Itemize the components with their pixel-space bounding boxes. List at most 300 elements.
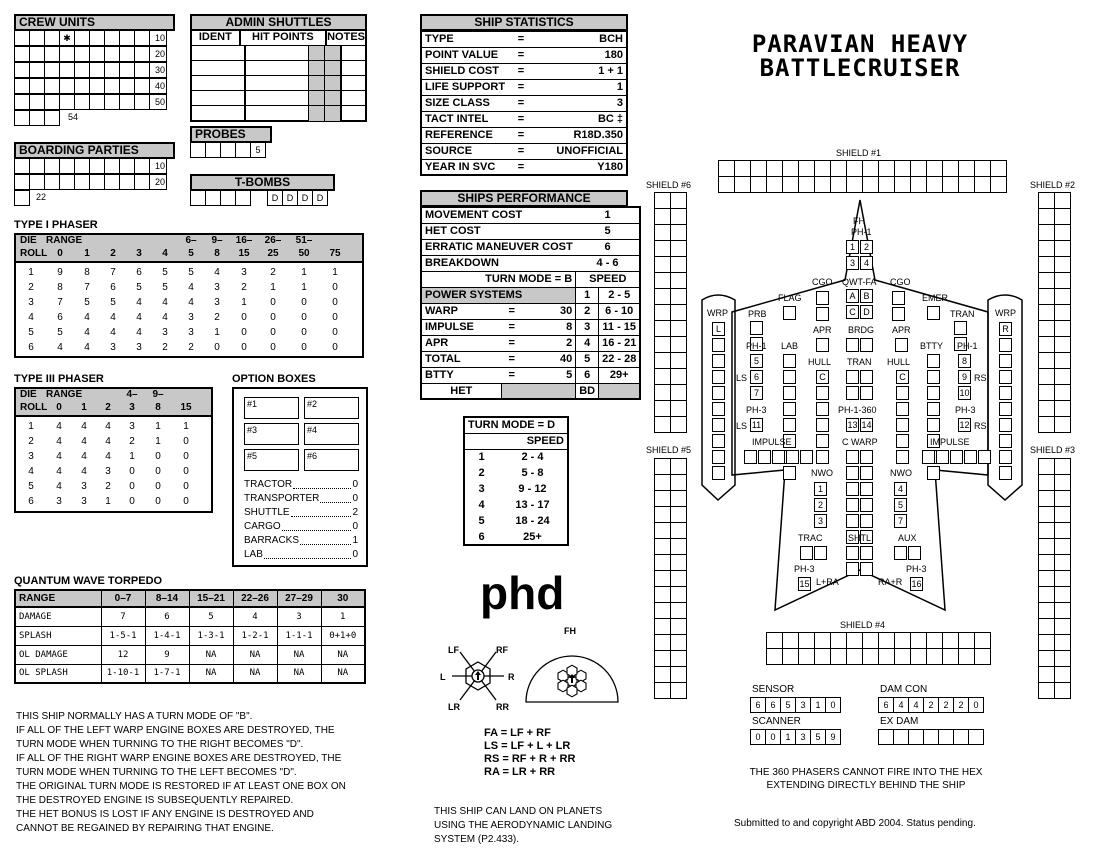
shield-3-box[interactable] (1038, 666, 1055, 683)
btty-box[interactable] (927, 370, 940, 384)
btty-box[interactable] (927, 354, 940, 368)
shield-4-box[interactable] (910, 632, 927, 649)
shield-2-box[interactable] (1038, 384, 1055, 401)
crew-box[interactable] (104, 78, 120, 94)
shield-4-box[interactable] (782, 632, 799, 649)
shuttle-notes-cell[interactable] (342, 61, 365, 75)
ph1-box[interactable]: 9 (958, 370, 971, 384)
ph360-box[interactable]: 14 (861, 420, 872, 430)
cgo-box[interactable] (816, 291, 829, 305)
cwarp-box[interactable] (846, 482, 859, 496)
crew-box[interactable] (104, 30, 120, 46)
tbomb-box[interactable] (235, 190, 251, 206)
shield-1-box[interactable] (718, 176, 735, 193)
shield-4-box[interactable] (782, 648, 799, 665)
hull-box[interactable] (816, 402, 829, 416)
shield-3-box[interactable] (1038, 538, 1055, 555)
bp-box[interactable] (119, 158, 135, 174)
crew-box[interactable] (104, 94, 120, 110)
shuttle-notes-cell[interactable] (342, 76, 365, 90)
nwo-box[interactable]: 4 (894, 482, 907, 496)
shuttle-notes-cell[interactable] (342, 106, 365, 121)
shuttle-hp-box[interactable] (324, 91, 340, 105)
shield-2-box[interactable] (1038, 336, 1055, 353)
shield-4-box[interactable] (814, 648, 831, 665)
hull-box[interactable] (896, 402, 909, 416)
shield-6-box[interactable] (654, 192, 671, 209)
shuttle-ident-cell[interactable] (192, 46, 246, 60)
shield-2-box[interactable] (1054, 288, 1071, 305)
bp-box[interactable] (59, 174, 75, 190)
shield-6-box[interactable] (670, 224, 687, 241)
shuttle-notes-cell[interactable] (342, 91, 365, 105)
crew-box[interactable] (119, 94, 135, 110)
shield-3-box[interactable] (1054, 666, 1071, 683)
crew-box[interactable] (74, 62, 90, 78)
shield-4-box[interactable] (830, 632, 847, 649)
shuttle-hp-box[interactable] (324, 76, 340, 90)
shield-6-box[interactable] (654, 208, 671, 225)
shield-2-box[interactable] (1054, 256, 1071, 273)
btty-box[interactable] (927, 402, 940, 416)
shield-5-box[interactable] (670, 506, 687, 523)
option-slot[interactable]: #5 (244, 449, 299, 471)
shield-3-box[interactable] (1054, 522, 1071, 539)
cwarp-box[interactable] (860, 450, 873, 464)
shield-2-box[interactable] (1054, 416, 1071, 433)
crew-box[interactable] (134, 62, 150, 78)
shield-3-box[interactable] (1054, 618, 1071, 635)
shuttle-ident-cell[interactable] (192, 91, 246, 105)
shield-1-box[interactable] (830, 176, 847, 193)
trac-box[interactable] (814, 546, 827, 560)
ph1-box[interactable]: 5 (750, 354, 763, 368)
bp-box[interactable] (74, 174, 90, 190)
shield-4-box[interactable] (862, 648, 879, 665)
hull-box[interactable] (896, 418, 909, 432)
crew-box[interactable] (29, 110, 45, 126)
ph3-box[interactable]: 12 (959, 420, 970, 430)
crew-box[interactable] (14, 46, 30, 62)
cwarp-box[interactable] (860, 498, 873, 512)
crew-box[interactable] (119, 30, 135, 46)
shuttle-ident-cell[interactable] (192, 76, 246, 90)
impulse-box[interactable] (936, 450, 949, 464)
shield-1-box[interactable] (974, 176, 991, 193)
impulse-box[interactable] (786, 450, 799, 464)
crew-box[interactable] (44, 46, 60, 62)
warp-left-box[interactable] (712, 370, 725, 384)
shield-1-box[interactable] (734, 176, 751, 193)
shield-4-box[interactable] (942, 648, 959, 665)
shield-6-box[interactable] (654, 272, 671, 289)
shield-3-box[interactable] (1038, 618, 1055, 635)
warp-right-box[interactable] (999, 338, 1012, 352)
shield-4-box[interactable] (958, 648, 975, 665)
shield-6-box[interactable] (670, 336, 687, 353)
hull-box[interactable]: C (896, 370, 909, 384)
warp-right-box[interactable] (999, 450, 1012, 464)
shield-3-box[interactable] (1054, 634, 1071, 651)
shield-3-box[interactable] (1038, 682, 1055, 699)
shield-4-box[interactable] (974, 632, 991, 649)
ph1-box[interactable]: 6 (750, 370, 763, 384)
shield-5-box[interactable] (670, 538, 687, 555)
shield-5-box[interactable] (654, 618, 671, 635)
bp-box[interactable] (89, 174, 105, 190)
ph1-box[interactable]: 8 (958, 354, 971, 368)
shuttle-hp-box[interactable] (308, 106, 324, 121)
option-slot[interactable]: #6 (304, 449, 359, 471)
shield-1-box[interactable] (766, 160, 783, 177)
exdam-box[interactable] (893, 729, 909, 745)
shield-2-box[interactable] (1054, 320, 1071, 337)
shield-2-box[interactable] (1054, 192, 1071, 209)
shield-3-box[interactable] (1038, 634, 1055, 651)
shield-5-box[interactable] (654, 522, 671, 539)
crew-box[interactable] (89, 62, 105, 78)
shield-3-box[interactable] (1038, 474, 1055, 491)
tbomb-box[interactable] (205, 190, 221, 206)
crew-box[interactable] (74, 46, 90, 62)
hull-box[interactable] (816, 418, 829, 432)
scanner-box[interactable]: 0 (750, 729, 766, 745)
warp-left-box[interactable] (712, 386, 725, 400)
bp-box[interactable] (14, 174, 30, 190)
damcon-box[interactable]: 2 (953, 697, 969, 713)
shield-6-box[interactable] (670, 304, 687, 321)
shield-6-box[interactable] (654, 240, 671, 257)
cwarp-box[interactable] (860, 482, 873, 496)
shield-5-box[interactable] (670, 458, 687, 475)
crew-box[interactable] (14, 110, 30, 126)
shield-6-box[interactable] (654, 224, 671, 241)
shield-6-box[interactable] (654, 336, 671, 353)
shield-3-box[interactable] (1054, 682, 1071, 699)
crew-box[interactable] (74, 94, 90, 110)
nwo-box[interactable]: 3 (814, 514, 827, 528)
cwarp-box[interactable] (846, 450, 859, 464)
bp-box[interactable] (134, 174, 150, 190)
shield-6-box[interactable] (654, 368, 671, 385)
crew-box[interactable] (44, 62, 60, 78)
sensor-box[interactable]: 5 (780, 697, 796, 713)
exdam-box[interactable] (938, 729, 954, 745)
shield-6-box[interactable] (654, 320, 671, 337)
crew-box[interactable] (14, 78, 30, 94)
impulse-box[interactable] (922, 450, 935, 464)
cgo-box[interactable] (816, 307, 829, 321)
ph1-box[interactable]: 10 (959, 388, 970, 398)
shield-5-box[interactable] (654, 490, 671, 507)
shield-2-box[interactable] (1054, 208, 1071, 225)
shtl-box[interactable] (846, 546, 859, 560)
shield-3-box[interactable] (1038, 554, 1055, 571)
sensor-box[interactable]: 0 (825, 697, 841, 713)
shield-6-box[interactable] (670, 272, 687, 289)
crew-box[interactable] (89, 94, 105, 110)
shield-2-box[interactable] (1038, 352, 1055, 369)
shield-4-box[interactable] (846, 648, 863, 665)
crew-box[interactable] (14, 62, 30, 78)
warp-left-box[interactable] (712, 402, 725, 416)
sensor-box[interactable]: 1 (810, 697, 826, 713)
probe-box[interactable] (220, 142, 236, 158)
shield-3-box[interactable] (1054, 490, 1071, 507)
impulse-box[interactable] (744, 450, 757, 464)
shield-2-box[interactable] (1038, 400, 1055, 417)
crew-box[interactable] (29, 62, 45, 78)
shield-6-box[interactable] (654, 304, 671, 321)
warp-right-box[interactable]: R (999, 322, 1012, 336)
aux-box[interactable] (908, 546, 921, 560)
hull-box[interactable] (896, 434, 909, 448)
ph1-box[interactable]: 3 (846, 256, 859, 270)
crew-box[interactable] (89, 30, 105, 46)
exdam-box[interactable] (968, 729, 984, 745)
crew-box[interactable] (89, 78, 105, 94)
shield-4-box[interactable] (958, 632, 975, 649)
warp-right-box[interactable] (999, 386, 1012, 400)
shield-6-box[interactable] (670, 192, 687, 209)
tran-box[interactable] (846, 386, 859, 400)
shield-5-box[interactable] (654, 458, 671, 475)
shield-3-box[interactable] (1038, 586, 1055, 603)
shield-6-box[interactable] (654, 400, 671, 417)
shield-4-box[interactable] (766, 632, 783, 649)
lab-box[interactable] (783, 418, 796, 432)
crew-box[interactable] (14, 30, 30, 46)
shield-1-box[interactable] (782, 176, 799, 193)
impulse-box[interactable] (950, 450, 963, 464)
hull-box[interactable] (816, 434, 829, 448)
shield-4-box[interactable] (878, 648, 895, 665)
shield-3-box[interactable] (1054, 458, 1071, 475)
exdam-box[interactable] (923, 729, 939, 745)
hull-box[interactable] (896, 386, 909, 400)
shield-1-box[interactable] (894, 176, 911, 193)
lab-box[interactable] (783, 354, 796, 368)
warp-right-box[interactable] (999, 466, 1012, 480)
shield-6-box[interactable] (670, 416, 687, 433)
shield-3-box[interactable] (1038, 570, 1055, 587)
shield-6-box[interactable] (670, 320, 687, 337)
btty-box[interactable] (927, 418, 940, 432)
tbomb-dummy-box[interactable]: D (267, 190, 283, 206)
shield-5-box[interactable] (654, 554, 671, 571)
bp-box[interactable] (44, 158, 60, 174)
qwt-box[interactable]: B (860, 289, 873, 303)
shield-1-box[interactable] (798, 176, 815, 193)
shield-6-box[interactable] (654, 352, 671, 369)
shield-1-box[interactable] (798, 160, 815, 177)
shield-3-box[interactable] (1054, 570, 1071, 587)
cwarp-box[interactable] (846, 514, 859, 528)
cwarp-box[interactable] (846, 562, 859, 576)
shield-1-box[interactable] (750, 160, 767, 177)
damcon-box[interactable]: 4 (893, 697, 909, 713)
shield-6-box[interactable] (670, 256, 687, 273)
het-box[interactable] (501, 383, 576, 399)
bp-box[interactable] (134, 158, 150, 174)
tran-box[interactable] (860, 386, 873, 400)
shuttle-hp-box[interactable] (308, 61, 324, 75)
shield-5-box[interactable] (654, 634, 671, 651)
shield-3-box[interactable] (1038, 602, 1055, 619)
warp-right-box[interactable] (999, 402, 1012, 416)
shield-6-box[interactable] (670, 208, 687, 225)
shield-2-box[interactable] (1054, 352, 1071, 369)
shield-1-box[interactable] (942, 176, 959, 193)
shield-3-box[interactable] (1054, 506, 1071, 523)
shield-1-box[interactable] (782, 160, 799, 177)
prb-box[interactable] (750, 321, 763, 335)
shield-5-box[interactable] (654, 602, 671, 619)
tbomb-dummy-box[interactable]: D (312, 190, 328, 206)
shield-3-box[interactable] (1038, 522, 1055, 539)
shield-1-box[interactable] (974, 160, 991, 177)
shield-5-box[interactable] (654, 650, 671, 667)
shuttle-hp-box[interactable] (324, 46, 340, 60)
shield-2-box[interactable] (1038, 368, 1055, 385)
crew-box[interactable] (44, 110, 60, 126)
shield-5-box[interactable] (654, 682, 671, 699)
damcon-box[interactable]: 2 (923, 697, 939, 713)
impulse-box[interactable] (758, 450, 771, 464)
shield-5-box[interactable] (670, 602, 687, 619)
shield-4-box[interactable] (846, 632, 863, 649)
shield-2-box[interactable] (1054, 384, 1071, 401)
damcon-box[interactable]: 6 (878, 697, 894, 713)
shield-6-box[interactable] (654, 256, 671, 273)
shield-5-box[interactable] (670, 586, 687, 603)
cwarp-box[interactable] (860, 514, 873, 528)
cwarp-box[interactable] (846, 498, 859, 512)
damcon-box[interactable]: 0 (968, 697, 984, 713)
apr-box[interactable] (895, 338, 908, 352)
lab-box[interactable] (783, 466, 796, 480)
shield-1-box[interactable] (958, 176, 975, 193)
shield-5-box[interactable] (654, 586, 671, 603)
shield-3-box[interactable] (1054, 650, 1071, 667)
qwt-box[interactable]: C (846, 305, 859, 319)
aux-box[interactable] (894, 546, 907, 560)
crew-box[interactable]: ✱ (59, 30, 75, 46)
shield-2-box[interactable] (1038, 304, 1055, 321)
bp-box[interactable] (89, 158, 105, 174)
shield-4-box[interactable] (814, 632, 831, 649)
btty-box[interactable] (927, 466, 940, 480)
shuttle-ident-cell[interactable] (192, 106, 246, 121)
impulse-box[interactable] (772, 450, 785, 464)
option-slot[interactable]: #2 (304, 397, 359, 419)
option-slot[interactable]: #3 (244, 423, 299, 445)
shield-4-box[interactable] (878, 632, 895, 649)
crew-box[interactable] (59, 94, 75, 110)
ph1-box[interactable]: 1 (846, 240, 859, 254)
shield-5-box[interactable] (670, 490, 687, 507)
shield-4-box[interactable] (798, 648, 815, 665)
tran-box[interactable] (954, 321, 967, 335)
tbomb-dummy-box[interactable]: D (297, 190, 313, 206)
shield-3-box[interactable] (1054, 586, 1071, 603)
tbomb-box[interactable] (190, 190, 206, 206)
btty-box[interactable] (927, 386, 940, 400)
lab-box[interactable] (783, 386, 796, 400)
shield-6-box[interactable] (670, 240, 687, 257)
ph3-box[interactable]: 11 (751, 420, 762, 430)
bp-box[interactable] (119, 174, 135, 190)
nwo-box[interactable]: 7 (894, 514, 907, 528)
shuttle-hp-box[interactable] (308, 46, 324, 60)
lab-box[interactable] (783, 402, 796, 416)
crew-box[interactable] (29, 78, 45, 94)
crew-box[interactable] (74, 78, 90, 94)
shield-3-box[interactable] (1038, 490, 1055, 507)
shield-1-box[interactable] (926, 160, 943, 177)
shield-1-box[interactable] (718, 160, 735, 177)
shield-5-box[interactable] (670, 634, 687, 651)
crew-box[interactable] (14, 94, 30, 110)
shield-5-box[interactable] (654, 570, 671, 587)
crew-box[interactable] (44, 78, 60, 94)
option-slot[interactable]: #4 (304, 423, 359, 445)
shield-5-box[interactable] (670, 474, 687, 491)
shield-5-box[interactable] (670, 570, 687, 587)
exdam-box[interactable] (953, 729, 969, 745)
shield-2-box[interactable] (1038, 192, 1055, 209)
shield-3-box[interactable] (1038, 650, 1055, 667)
shield-1-box[interactable] (926, 176, 943, 193)
shield-4-box[interactable] (894, 648, 911, 665)
hull-box[interactable]: C (816, 370, 829, 384)
scanner-box[interactable]: 0 (765, 729, 781, 745)
warp-right-box[interactable] (999, 434, 1012, 448)
exdam-box[interactable] (878, 729, 894, 745)
shield-4-box[interactable] (862, 632, 879, 649)
shield-1-box[interactable] (814, 176, 831, 193)
bd-box[interactable] (599, 383, 641, 399)
shield-2-box[interactable] (1054, 368, 1071, 385)
scanner-box[interactable]: 5 (810, 729, 826, 745)
bp-box[interactable] (44, 174, 60, 190)
crew-box[interactable] (104, 46, 120, 62)
shield-6-box[interactable] (670, 384, 687, 401)
hull-box[interactable] (816, 386, 829, 400)
flag-box[interactable] (783, 306, 796, 320)
shield-2-box[interactable] (1054, 304, 1071, 321)
bp-box[interactable] (74, 158, 90, 174)
shield-1-box[interactable] (990, 176, 1007, 193)
option-slot[interactable]: #1 (244, 397, 299, 419)
shield-4-box[interactable] (926, 632, 943, 649)
shield-3-box[interactable] (1054, 602, 1071, 619)
bp-box[interactable] (104, 174, 120, 190)
shield-1-box[interactable] (958, 160, 975, 177)
crew-box[interactable] (134, 30, 150, 46)
shuttle-ident-cell[interactable] (192, 61, 246, 75)
shuttle-hp-box[interactable] (324, 106, 340, 121)
shield-5-box[interactable] (654, 506, 671, 523)
shield-3-box[interactable] (1038, 506, 1055, 523)
ph3-box[interactable]: 16 (911, 579, 922, 589)
shield-6-box[interactable] (670, 368, 687, 385)
sensor-box[interactable]: 6 (765, 697, 781, 713)
shield-1-box[interactable] (910, 176, 927, 193)
bp-box[interactable] (14, 190, 30, 206)
shield-4-box[interactable] (894, 632, 911, 649)
apr-box[interactable] (816, 338, 829, 352)
